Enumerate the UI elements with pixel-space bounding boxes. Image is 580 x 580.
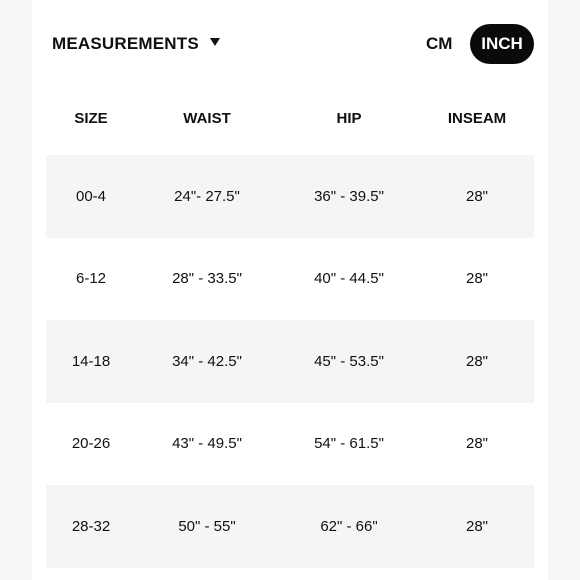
- size-cell: 14-18: [71, 352, 111, 370]
- size-cell: 28-32: [71, 517, 111, 535]
- unit-inch-button[interactable]: INCH: [470, 24, 534, 64]
- waist-cell: 50" - 55": [178, 517, 236, 535]
- waist-cell: 28" - 33.5": [172, 270, 242, 288]
- table-row: [46, 155, 534, 238]
- table-row: [46, 238, 534, 321]
- inseam-cell: 28": [465, 187, 488, 205]
- size-cell: 00-4: [75, 187, 107, 205]
- hip-cell: 40" - 44.5": [314, 270, 384, 288]
- size-cell: 6-12: [75, 270, 107, 288]
- table-row: [46, 403, 534, 486]
- column-header-hip: HIP: [336, 109, 362, 127]
- table-row: [46, 485, 534, 568]
- hip-cell: 36" - 39.5": [314, 187, 384, 205]
- column-header-waist: WAIST: [183, 109, 231, 127]
- size-table: [46, 96, 534, 568]
- size-cell: 20-26: [71, 435, 111, 453]
- inseam-cell: 28": [465, 270, 488, 288]
- measurements-title: MEASUREMENTS: [52, 34, 199, 53]
- column-header-inseam: INSEAM: [447, 109, 507, 127]
- waist-cell: 34" - 42.5": [172, 352, 242, 370]
- size-chart-header: [52, 22, 534, 66]
- inseam-cell: 28": [465, 352, 488, 370]
- hip-cell: 62" - 66": [320, 517, 378, 535]
- waist-cell: 43" - 49.5": [172, 435, 242, 453]
- hip-cell: 45" - 53.5": [314, 352, 384, 370]
- hip-cell: 54" - 61.5": [314, 435, 384, 453]
- unit-cm-button[interactable]: CM: [426, 34, 453, 53]
- inseam-cell: 28": [465, 517, 488, 535]
- table-header-row: [46, 96, 534, 140]
- measurements-dropdown[interactable]: [52, 34, 220, 54]
- waist-cell: 24"- 27.5": [174, 187, 240, 205]
- caret-down-icon: [210, 38, 220, 46]
- column-header-size: SIZE: [74, 109, 108, 127]
- table-spacer: [46, 140, 534, 155]
- inseam-cell: 28": [465, 435, 488, 453]
- table-row: [46, 320, 534, 403]
